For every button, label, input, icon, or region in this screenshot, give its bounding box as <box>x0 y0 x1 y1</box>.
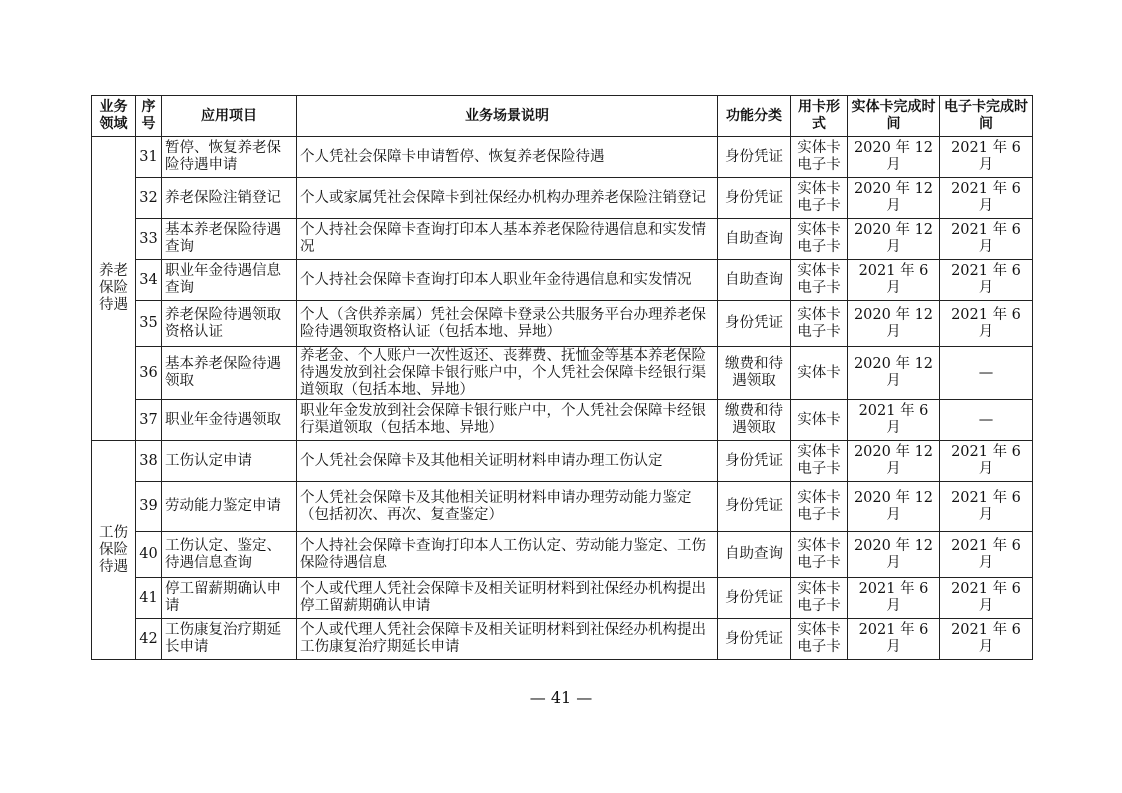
card-form: 实体卡电子卡 <box>791 619 848 660</box>
item-name: 职业年金待遇信息查询 <box>162 260 297 301</box>
table-row <box>92 347 1033 400</box>
physical-card-time: 2020 年 12 月 <box>848 137 940 178</box>
card-form: 实体卡电子卡 <box>791 301 848 347</box>
card-form: 实体卡电子卡 <box>791 178 848 219</box>
function-type: 身份凭证 <box>718 578 791 619</box>
scenario-description: 个人（含供养亲属）凭社会保障卡登录公共服务平台办理养老保险待遇领取资格认证（包括本地、异地） <box>297 301 718 347</box>
row-number: 32 <box>136 178 162 219</box>
function-type: 自助查询 <box>718 219 791 260</box>
electronic-card-time: 2021 年 6 月 <box>940 532 1033 578</box>
electronic-card-time: — <box>940 400 1033 441</box>
header-item: 应用项目 <box>162 96 297 137</box>
row-number: 41 <box>136 578 162 619</box>
header-number: 序号 <box>136 96 162 137</box>
physical-card-time: 2020 年 12 月 <box>848 532 940 578</box>
physical-card-time: 2021 年 6 月 <box>848 619 940 660</box>
table-row <box>92 219 1033 260</box>
electronic-card-time: 2021 年 6 月 <box>940 619 1033 660</box>
row-number: 36 <box>136 347 162 400</box>
header-electronic-time: 电子卡完成时间 <box>940 96 1033 137</box>
physical-card-time: 2020 年 12 月 <box>848 441 940 482</box>
physical-card-time: 2020 年 12 月 <box>848 347 940 400</box>
row-number: 35 <box>136 301 162 347</box>
function-type: 身份凭证 <box>718 619 791 660</box>
item-name: 工伤认定、鉴定、待遇信息查询 <box>162 532 297 578</box>
card-form: 实体卡 <box>791 400 848 441</box>
scenario-description: 个人或代理人凭社会保障卡及相关证明材料到社保经办机构提出停工留薪期确认申请 <box>297 578 718 619</box>
row-number: 33 <box>136 219 162 260</box>
header-physical-time: 实体卡完成时间 <box>848 96 940 137</box>
physical-card-time: 2020 年 12 月 <box>848 178 940 219</box>
item-name: 工伤康复治疗期延长申请 <box>162 619 297 660</box>
scenario-description: 个人持社会保障卡查询打印本人职业年金待遇信息和实发情况 <box>297 260 718 301</box>
function-type: 缴费和待遇领取 <box>718 400 791 441</box>
row-number: 34 <box>136 260 162 301</box>
table-row <box>92 619 1033 660</box>
row-number: 39 <box>136 482 162 532</box>
electronic-card-time: 2021 年 6 月 <box>940 219 1033 260</box>
card-form: 实体卡电子卡 <box>791 260 848 301</box>
table-row <box>92 301 1033 347</box>
card-form: 实体卡 <box>791 347 848 400</box>
table-row <box>92 400 1033 441</box>
function-type: 自助查询 <box>718 532 791 578</box>
electronic-card-time: 2021 年 6 月 <box>940 578 1033 619</box>
service-table <box>91 95 1033 660</box>
scenario-description: 职业年金发放到社会保障卡银行账户中，个人凭社会保障卡经银行渠道领取（包括本地、异地） <box>297 400 718 441</box>
scenario-description: 个人凭社会保障卡及其他相关证明材料申请办理工伤认定 <box>297 441 718 482</box>
item-name: 劳动能力鉴定申请 <box>162 482 297 532</box>
card-form: 实体卡电子卡 <box>791 137 848 178</box>
item-name: 职业年金待遇领取 <box>162 400 297 441</box>
card-form: 实体卡电子卡 <box>791 441 848 482</box>
physical-card-time: 2021 年 6 月 <box>848 578 940 619</box>
scenario-description: 个人持社会保障卡查询打印本人基本养老保险待遇信息和实发情况 <box>297 219 718 260</box>
table-row <box>92 532 1033 578</box>
function-type: 自助查询 <box>718 260 791 301</box>
item-name: 停工留薪期确认申请 <box>162 578 297 619</box>
electronic-card-time: 2021 年 6 月 <box>940 301 1033 347</box>
electronic-card-time: 2021 年 6 月 <box>940 137 1033 178</box>
item-name: 工伤认定申请 <box>162 441 297 482</box>
scenario-description: 养老金、个人账户一次性返还、丧葬费、抚恤金等基本养老保险待遇发放到社会保障卡银行账户中，个人凭社会保障卡经银行渠道领取（包括本地、异地） <box>297 347 718 400</box>
header-row <box>92 96 1033 137</box>
physical-card-time: 2021 年 6 月 <box>848 400 940 441</box>
physical-card-time: 2021 年 6 月 <box>848 260 940 301</box>
scenario-description: 个人凭社会保障卡申请暂停、恢复养老保险待遇 <box>297 137 718 178</box>
function-type: 身份凭证 <box>718 301 791 347</box>
header-description: 业务场景说明 <box>297 96 718 137</box>
electronic-card-time: — <box>940 347 1033 400</box>
function-type: 身份凭证 <box>718 137 791 178</box>
header-category: 业务领域 <box>92 96 136 137</box>
physical-card-time: 2020 年 12 月 <box>848 301 940 347</box>
item-name: 暂停、恢复养老保险待遇申请 <box>162 137 297 178</box>
electronic-card-time: 2021 年 6 月 <box>940 482 1033 532</box>
table-row <box>92 178 1033 219</box>
row-number: 38 <box>136 441 162 482</box>
function-type: 身份凭证 <box>718 441 791 482</box>
scenario-description: 个人或家属凭社会保障卡到社保经办机构办理养老保险注销登记 <box>297 178 718 219</box>
card-form: 实体卡电子卡 <box>791 578 848 619</box>
electronic-card-time: 2021 年 6 月 <box>940 260 1033 301</box>
table-row <box>92 137 1033 178</box>
category-cell: 养老保险待遇 <box>92 137 136 441</box>
function-type: 身份凭证 <box>718 482 791 532</box>
item-name: 基本养老保险待遇领取 <box>162 347 297 400</box>
row-number: 42 <box>136 619 162 660</box>
item-name: 养老保险待遇领取资格认证 <box>162 301 297 347</box>
card-form: 实体卡电子卡 <box>791 219 848 260</box>
table-row <box>92 260 1033 301</box>
card-form: 实体卡电子卡 <box>791 482 848 532</box>
physical-card-time: 2020 年 12 月 <box>848 482 940 532</box>
scenario-description: 个人持社会保障卡查询打印本人工伤认定、劳动能力鉴定、工伤保险待遇信息 <box>297 532 718 578</box>
electronic-card-time: 2021 年 6 月 <box>940 441 1033 482</box>
item-name: 基本养老保险待遇查询 <box>162 219 297 260</box>
electronic-card-time: 2021 年 6 月 <box>940 178 1033 219</box>
row-number: 31 <box>136 137 162 178</box>
header-function: 功能分类 <box>718 96 791 137</box>
row-number: 37 <box>136 400 162 441</box>
function-type: 身份凭证 <box>718 178 791 219</box>
item-name: 养老保险注销登记 <box>162 178 297 219</box>
row-number: 40 <box>136 532 162 578</box>
card-form: 实体卡电子卡 <box>791 532 848 578</box>
scenario-description: 个人凭社会保障卡及其他相关证明材料申请办理劳动能力鉴定（包括初次、再次、复查鉴定） <box>297 482 718 532</box>
header-card-form: 用卡形式 <box>791 96 848 137</box>
table-row <box>92 482 1033 532</box>
page-number: — 41 — <box>529 688 593 707</box>
category-cell: 工伤保险待遇 <box>92 441 136 660</box>
table-row <box>92 441 1033 482</box>
function-type: 缴费和待遇领取 <box>718 347 791 400</box>
table-row <box>92 578 1033 619</box>
physical-card-time: 2020 年 12 月 <box>848 219 940 260</box>
scenario-description: 个人或代理人凭社会保障卡及相关证明材料到社保经办机构提出工伤康复治疗期延长申请 <box>297 619 718 660</box>
